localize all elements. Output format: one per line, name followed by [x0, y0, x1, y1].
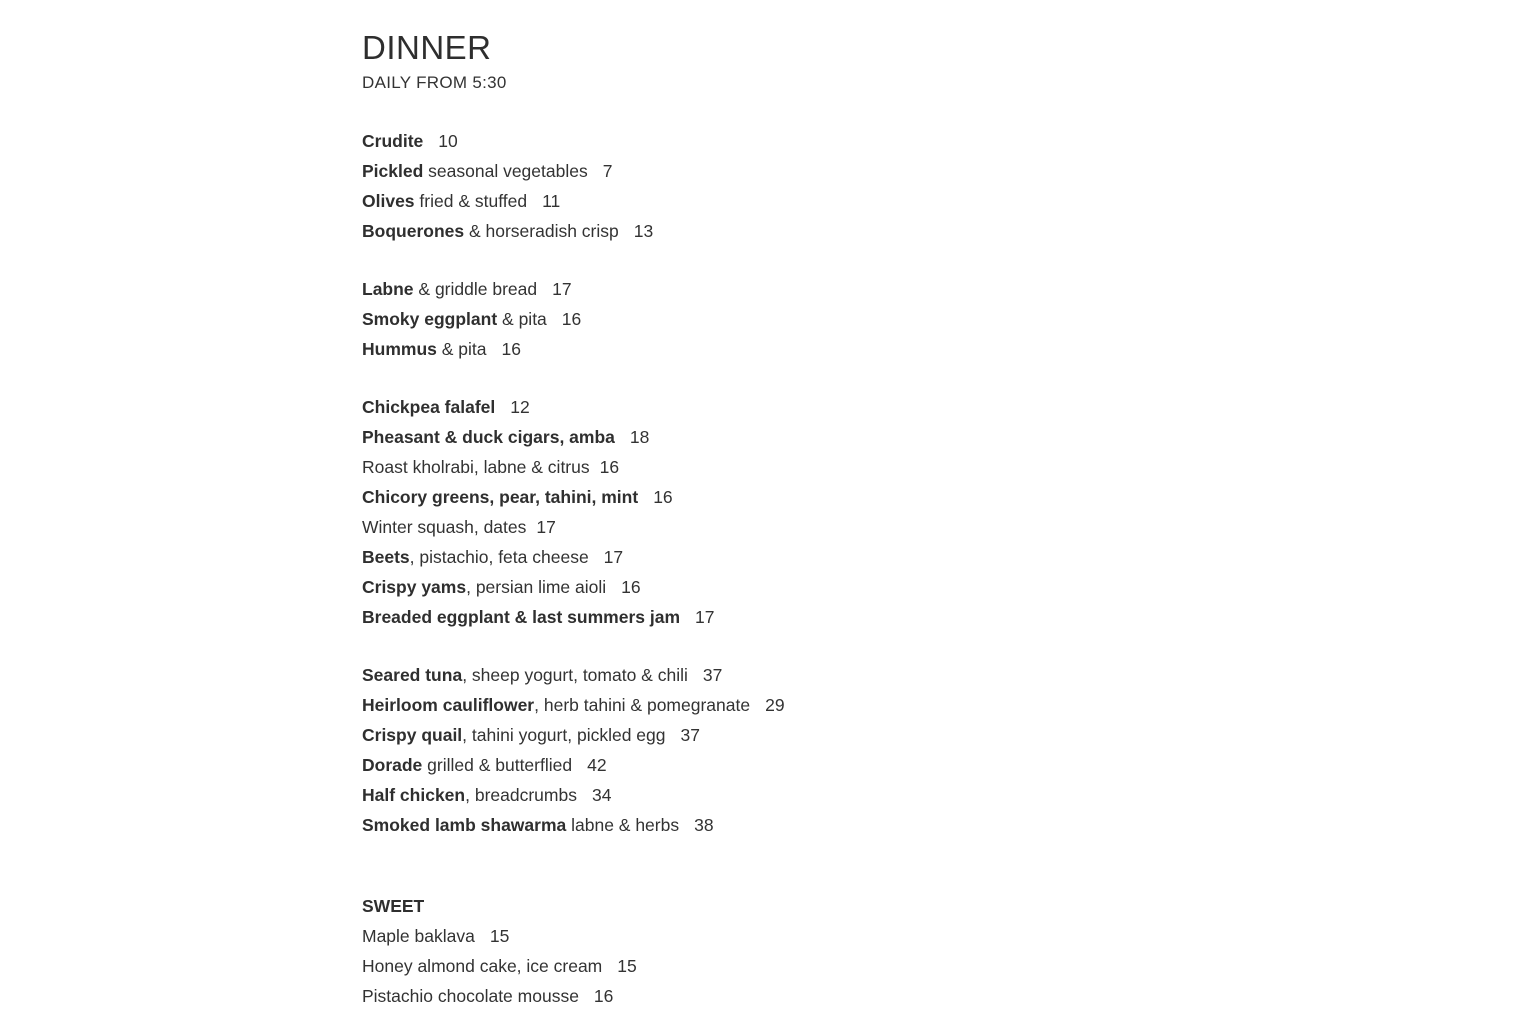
item-description: Roast kholrabi, labne & citrus: [362, 457, 590, 477]
menu-section-sweet: [362, 921, 1122, 1011]
item-description: Pistachio chocolate mousse: [362, 986, 579, 1006]
item-description: , sheep yogurt, tomato & chili: [462, 665, 688, 685]
item-description: grilled & butterflied: [422, 755, 573, 775]
item-description: Honey almond cake, ice cream: [362, 956, 603, 976]
item-price: 17: [603, 547, 624, 567]
item-name: Smoked lamb shawarma: [362, 815, 567, 835]
item-description: , herb tahini & pomegranate: [534, 695, 751, 715]
item-name: Crispy quail: [362, 725, 463, 745]
menu-item: [362, 186, 1122, 216]
item-price: 37: [680, 725, 700, 745]
item-price: 12: [510, 397, 530, 417]
menu-item: [362, 422, 1122, 452]
menu-item: [362, 512, 1122, 542]
item-name: Dorade: [362, 755, 423, 775]
item-price: 17: [552, 279, 572, 299]
item-description: seasonal vegetables: [423, 161, 588, 181]
item-name: Heirloom cauliflower: [362, 695, 535, 715]
item-description: & griddle bread: [413, 279, 538, 299]
item-name: Chicory greens, pear, tahini, mint: [362, 487, 639, 507]
item-price: 42: [587, 755, 607, 775]
item-price: 15: [617, 956, 637, 976]
menu-item: [362, 750, 1122, 780]
item-price: 10: [438, 131, 458, 151]
menu-item: [362, 810, 1122, 840]
menu-item: [362, 156, 1122, 186]
menu-section-small-plates: [362, 392, 1122, 632]
menu-item: [362, 720, 1122, 750]
item-description: Winter squash, dates: [362, 517, 527, 537]
item-description: , persian lime aioli: [466, 577, 607, 597]
menu-item: [362, 216, 1122, 246]
item-price: 11: [542, 191, 561, 211]
item-description: & pita: [497, 309, 547, 329]
item-price: 17: [536, 517, 556, 537]
item-description: , breadcrumbs: [465, 785, 577, 805]
item-price: 16: [599, 457, 620, 477]
item-price: 34: [591, 785, 612, 805]
item-price: 16: [593, 986, 614, 1006]
item-description: fried & stuffed: [414, 191, 528, 211]
item-name: Crispy yams: [362, 577, 467, 597]
menu-item: [362, 951, 1122, 981]
item-name: Hummus: [362, 339, 437, 359]
menu-item: [362, 452, 1122, 482]
item-name: Chickpea falafel: [362, 397, 496, 417]
menu-section-spreads: [362, 274, 1122, 364]
item-price: 15: [489, 926, 510, 946]
item-name: Half chicken: [362, 785, 466, 805]
item-name: Breaded eggplant & last summers jam: [362, 607, 681, 627]
item-price: 16: [621, 577, 641, 597]
dinner-menu: [362, 28, 1122, 1011]
menu-item: [362, 981, 1122, 1011]
item-price: 18: [629, 427, 650, 447]
item-description: & horseradish crisp: [464, 221, 619, 241]
menu-item: [362, 126, 1122, 156]
item-price: 17: [695, 607, 715, 627]
item-name: Smoky eggplant: [362, 309, 498, 329]
item-description: labne & herbs: [566, 815, 680, 835]
item-price: 13: [633, 221, 654, 241]
item-description: & pita: [436, 339, 487, 359]
item-name: Crudite: [362, 131, 424, 151]
item-price: 29: [765, 695, 785, 715]
item-description: Maple baklava: [362, 926, 475, 946]
item-name: Pickled: [362, 161, 424, 181]
menu-item: [362, 660, 1122, 690]
item-name: Beets: [362, 547, 410, 567]
item-name: Olives: [362, 191, 415, 211]
item-name: Boquerones: [362, 221, 465, 241]
menu-section-starters: [362, 126, 1122, 246]
menu-item: [362, 780, 1122, 810]
page-subtitle: DAILY FROM 5:30: [362, 73, 507, 92]
page-title: DINNER: [362, 29, 492, 66]
menu-item: [362, 334, 1122, 364]
item-name: Pheasant & duck cigars, amba: [362, 427, 615, 447]
menu-item: [362, 921, 1122, 951]
item-price: 16: [561, 309, 582, 329]
menu-item: [362, 572, 1122, 602]
menu-item: [362, 690, 1122, 720]
sweet-heading: SWEET: [362, 896, 425, 916]
item-description: , pistachio, feta cheese: [409, 547, 589, 567]
item-description: , tahini yogurt, pickled egg: [462, 725, 666, 745]
item-name: Seared tuna: [362, 665, 463, 685]
item-name: Labne: [362, 279, 414, 299]
item-price: 38: [694, 815, 714, 835]
menu-item: [362, 602, 1122, 632]
menu-item: [362, 392, 1122, 422]
item-price: 7: [602, 161, 613, 181]
menu-item: [362, 482, 1122, 512]
menu-item: [362, 274, 1122, 304]
item-price: 16: [501, 339, 521, 359]
item-price: 16: [653, 487, 673, 507]
menu-section-mains: [362, 660, 1122, 840]
menu-item: [362, 304, 1122, 334]
item-price: 37: [702, 665, 723, 685]
menu-item: [362, 542, 1122, 572]
